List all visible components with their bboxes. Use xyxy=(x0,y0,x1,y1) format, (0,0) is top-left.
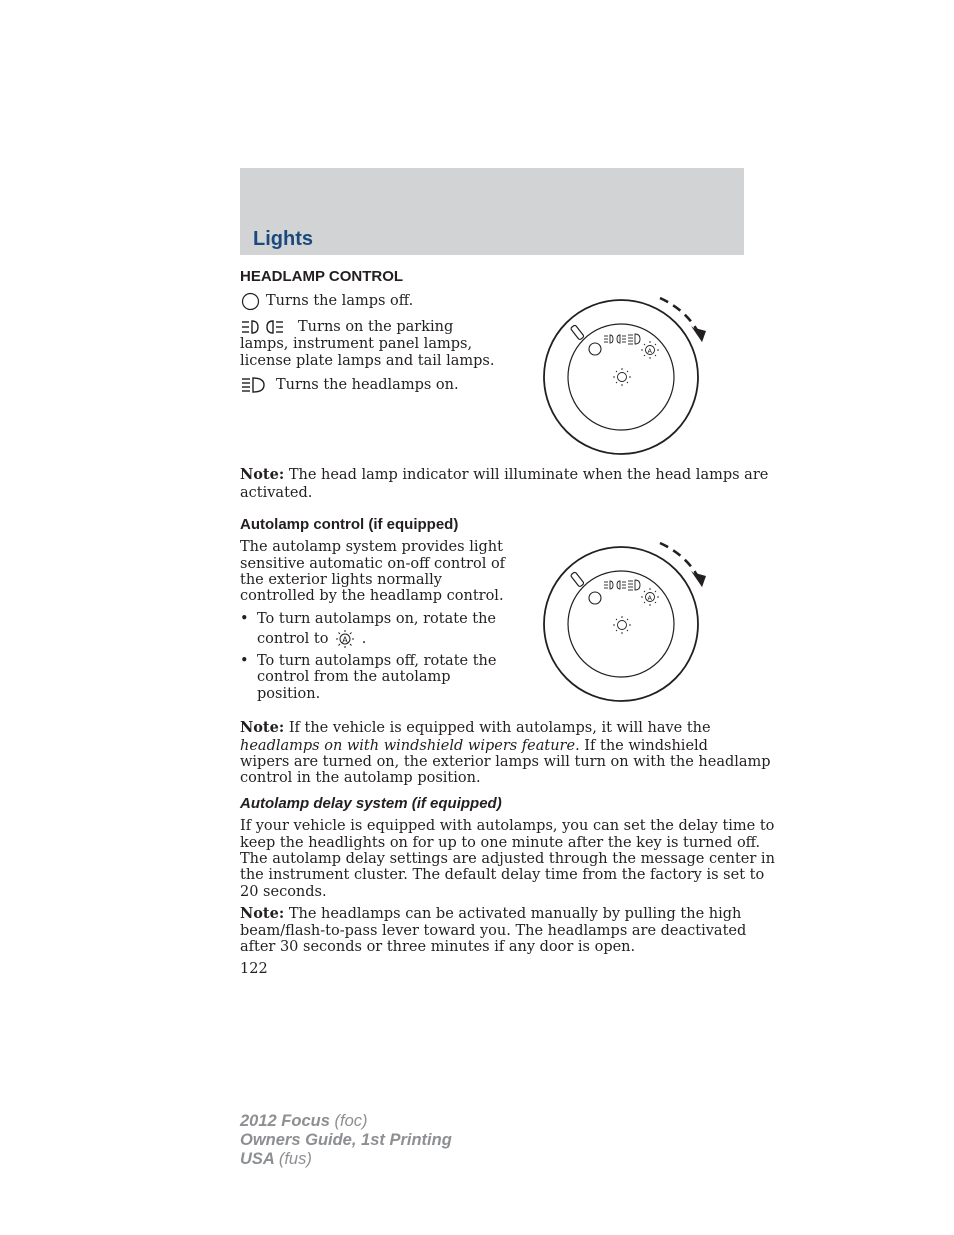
autolamp-note-line2 xyxy=(240,738,708,755)
headlamp-control-heading: HEADLAMP CONTROL xyxy=(240,268,404,285)
bullet-2-line3: position. xyxy=(257,686,321,702)
footer-region: USA xyxy=(240,1150,275,1168)
delay-note-line3: after 30 seconds or three minutes if any door is open. xyxy=(240,939,636,955)
parking-description-line2: lamps, instrument panel lamps, xyxy=(240,336,473,352)
bullet-1-line2 xyxy=(257,629,366,649)
footer-model-code: (foc) xyxy=(334,1112,368,1130)
autolamp-para-line4: controlled by the headlamp control. xyxy=(240,588,504,604)
footer-region-code: (fus) xyxy=(278,1150,312,1168)
svg-text:A: A xyxy=(647,347,652,355)
bullet-1-period: . xyxy=(361,631,367,647)
delay-note-line1 xyxy=(240,906,741,923)
note-label: Note: xyxy=(240,466,285,483)
note-text: The head lamp indicator will illuminate when the head lamps are xyxy=(288,467,769,483)
autolamp-icon xyxy=(333,629,357,649)
parking-description-line1: Turns on the parking xyxy=(298,319,454,335)
autolamp-note-line4: control in the autolamp position. xyxy=(240,770,481,786)
feature-name: headlamps on with windshield wipers feature. xyxy=(240,738,580,754)
headlamp-knob-diagram xyxy=(538,290,710,458)
autolamp-para-line2: sensitive automatic on-off control of xyxy=(240,556,506,572)
footer-line2: Owners Guide, 1st Printing xyxy=(240,1131,452,1149)
footer-line1 xyxy=(240,1112,452,1131)
bullet-2-line2: control from the autolamp xyxy=(257,669,451,685)
svg-text:A: A xyxy=(647,594,652,602)
header-band xyxy=(240,168,744,255)
bullet-1-line1: To turn autolamps on, rotate the xyxy=(257,611,497,627)
note-text: If the vehicle is equipped with autolamps, it will have the xyxy=(288,720,711,736)
autolamp-control-heading: Autolamp control (if equipped) xyxy=(240,516,459,533)
bullet-1-text: control to xyxy=(257,631,329,647)
note-label: Note: xyxy=(240,719,285,736)
parking-description-line3: license plate lamps and tail lamps. xyxy=(240,353,495,369)
headlamps-description: Turns the headlamps on. xyxy=(276,377,459,393)
circle-off-icon xyxy=(241,292,260,311)
autolamp-knob-diagram xyxy=(538,537,710,705)
autolamp-para-line3: the exterior lights normally xyxy=(240,572,442,588)
footer-line3 xyxy=(240,1150,452,1169)
delay-para-line4: the instrument cluster. The default delay time from the factory is set to xyxy=(240,867,765,883)
note-text: The headlamps can be activated manually by pulling the high xyxy=(288,906,742,922)
svg-text:A: A xyxy=(342,635,348,645)
delay-para-line2: keep the headlights on for up to one minute after the key is turned off. xyxy=(240,835,761,851)
delay-note-line2: beam/flash-to-pass lever toward you. The headlamps are deactivated xyxy=(240,923,747,939)
footer-model: 2012 Focus xyxy=(240,1112,330,1130)
bullet-1-marker: • xyxy=(240,611,249,627)
autolamp-note-line1 xyxy=(240,720,711,737)
autolamp-para-line1: The autolamp system provides light xyxy=(240,539,503,555)
delay-para-line5: 20 seconds. xyxy=(240,884,327,900)
off-description: Turns the lamps off. xyxy=(266,293,414,309)
note-text: If the windshield xyxy=(584,738,708,754)
delay-para-line1: If your vehicle is equipped with autolamps, you can set the delay time to xyxy=(240,818,775,834)
note-label: Note: xyxy=(240,905,285,922)
page-number: 122 xyxy=(240,961,268,977)
bullet-2-line1: To turn autolamps off, rotate the xyxy=(257,653,497,669)
document-footer xyxy=(240,1112,452,1169)
parking-lamps-icon xyxy=(240,318,290,336)
autolamp-note-line3: wipers are turned on, the exterior lamps will turn on with the headlamp xyxy=(240,754,771,770)
delay-para-line3: The autolamp delay settings are adjusted through the message center in xyxy=(240,851,775,867)
section-title: Lights xyxy=(253,228,313,250)
headlamp-note-line2: activated. xyxy=(240,485,313,501)
autolamp-delay-heading: Autolamp delay system (if equipped) xyxy=(240,795,502,812)
headlamp-note-line1 xyxy=(240,467,768,484)
headlamp-icon xyxy=(240,376,266,394)
bullet-2-marker: • xyxy=(240,653,249,669)
